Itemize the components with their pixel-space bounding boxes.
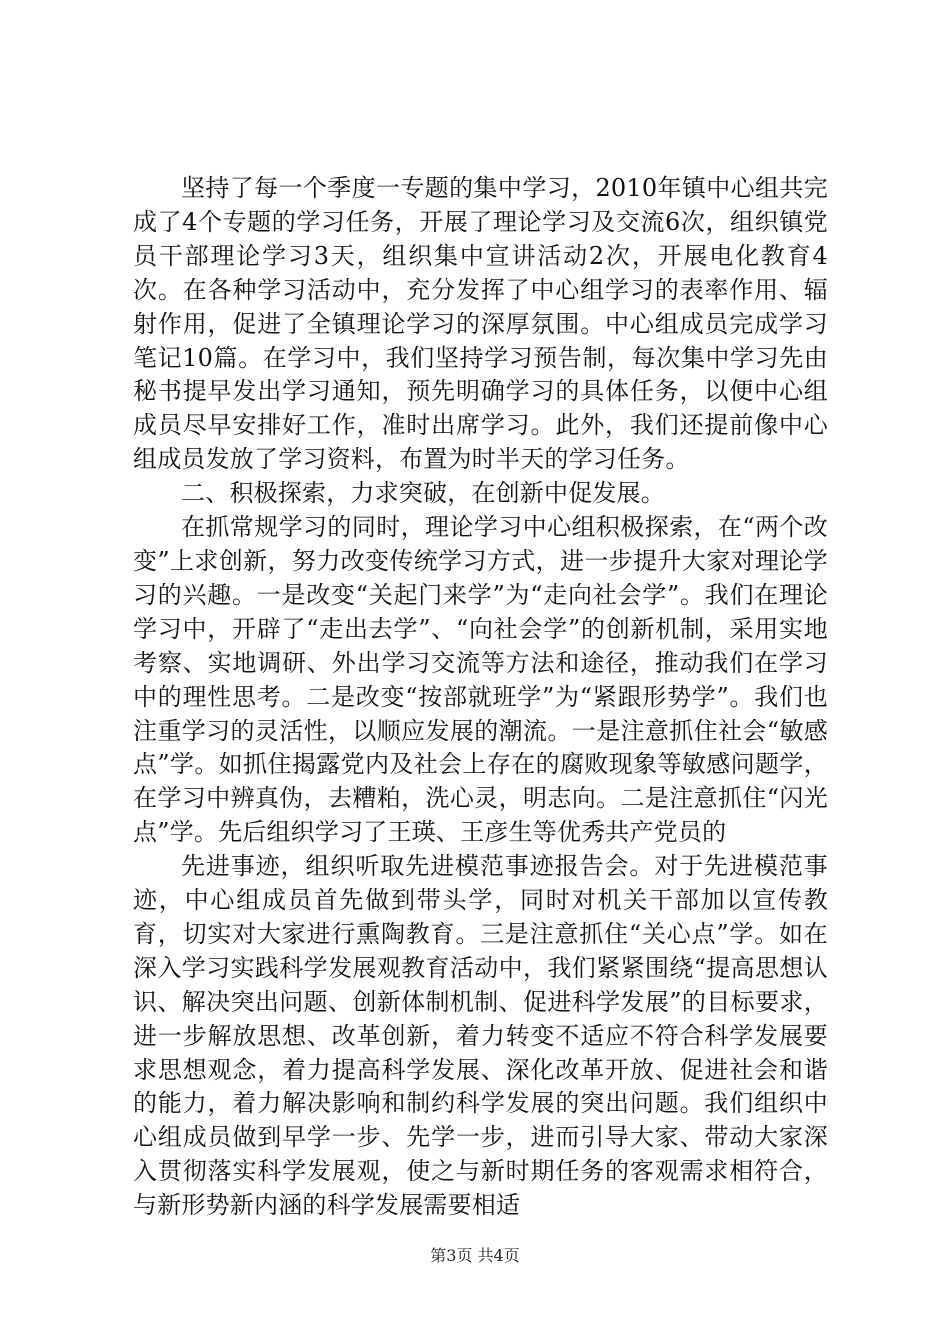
paragraph-3: 先进事迹，组织听取先进模范事迹报告会。对于先进模范事迹，中心组成员首先做到带头学，同时对机关干部加以宣传教育，切实对大家进行熏陶教育。三是注意抓住“关心点”学。如在深入学习实践科学发展观教育活动中，我们紧紧围绕“提高思想认识、解决突出问题、创新体制机制、促进科学发展”的目标要求，进一步解放思想、改革创新，着力转变不适应不符合科学发展要求思想观念，着力提高科学发展、深化改革开放、促进社会和谐的能力，着力解决影响和制约科学发展的突出问题。我们组织中心组成员做到早学一步、先学一步，进而引导大家、带动大家深入贯彻落实科学发展观，使之与新时期任务的客观需求相符合，与新形势新内涵的科学发展需要相适 — [133, 852, 828, 1220]
section-heading: 二、积极探索，力求突破，在创新中促发展。 — [181, 479, 665, 508]
page-footer: 第3页 共4页 — [430, 1246, 520, 1265]
document-body — [133, 172, 828, 1223]
paragraph-1: 坚持了每一个季度一专题的集中学习，2010年镇中心组共完成了4个专题的学习任务，开展了理论学习及交流6次，组织镇党员干部理论学习3天，组织集中宣讲活动2次，开展电化教育4次。在各种学习活动中，充分发挥了中心组学习的表率作用、辐射作用，促进了全镇理论学习的深厚氛围。中心组成员完成学习笔记10篇。在学习中，我们坚持学习预告制，每次集中学习先由秘书提早发出学习通知，预先明确学习的具体任务，以便中心组成员尽早安排好工作，准时出席学习。此外，我们还提前像中心组成员发放了学习资料，布置为时半天的学习任务。 — [133, 174, 828, 474]
paragraph-2: 在抓常规学习的同时，理论学习中心组积极探索，在“两个改变”上求创新，努力改变传统学习方式，进一步提升大家对理论学习的兴趣。一是改变“关起门来学”为“走向社会学”。我们在理论学习中，开辟了“走出去学”、“向社会学”的创新机制，采用实地考察、实地调研、外出学习交流等方法和途径，推动我们在学习中的理性思考。二是改变“按部就班学”为“紧跟形势学”。我们也注重学习的灵活性，以顺应发展的潮流。一是注意抓住社会“敏感点”学。如抓住揭露党内及社会上存在的腐败现象等敏感问题学，在学习中辨真伪，去糟粕，洗心灵，明志向。二是注意抓住“闪光点”学。先后组织学习了王瑛、王彦生等优秀共产党员的 — [133, 513, 828, 847]
